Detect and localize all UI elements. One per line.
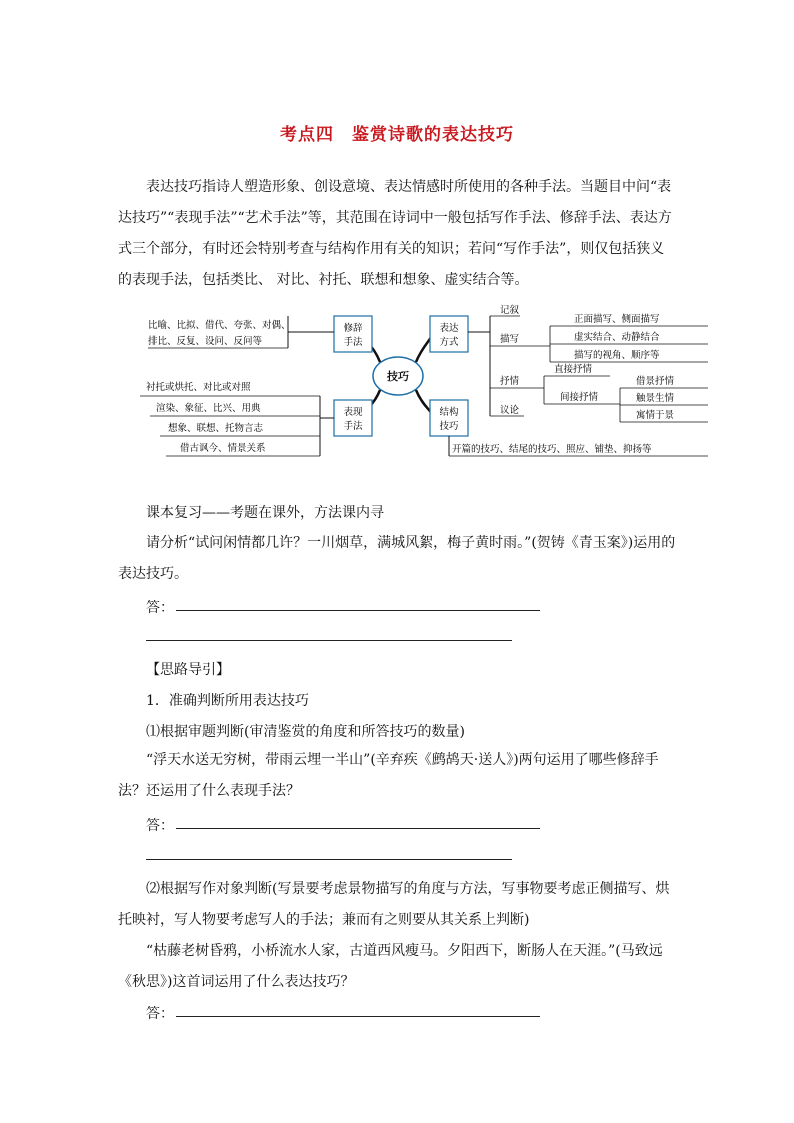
answer-line-2b[interactable] [146,859,512,860]
expression-label-1: 表达 [439,323,459,334]
guide-1-2 [118,874,678,936]
performance-item-1: 衬托或烘托、对比或对照 [146,382,251,393]
answer-line-1b[interactable] [146,640,512,641]
intro-text: 表达技巧指诗人塑造形象、创设意境、表达情感时所使用的各种手法。当题目中问“表达技巧”“表现手法”“艺术手法”等，其范围在诗词中一般包括写作手法、修辞手法、表达方式三个部分，有时还会特别考查与结构作用有关的知识；若问“写作手法”，则仅包括狭义的表现手法，包括类比、 对比、衬托、联想和想象、虚实结合等。 [118,179,672,288]
question-1 [118,528,678,590]
indirect-item-3: 寓情于景 [636,410,675,421]
performance-item-2: 渲染、象征、比兴、用典 [156,403,261,414]
question-3 [118,936,678,998]
question-2-text: “浮天水送无穷树，带雨云埋一半山”(辛弃疾《鹧鸪天·送人》)两句运用了哪些修辞手法？还运用了什么表现手法？ [118,752,659,799]
performance-item-4: 借古讽今、情景关系 [180,443,266,454]
describe-item-3: 描写的视角、顺序等 [574,350,660,361]
indirect-item-1: 借景抒情 [636,376,675,387]
intro-paragraph [118,172,678,296]
guide-1-1: ⑴根据审题判断(审清鉴赏的角度和所答技巧的数量) [146,724,465,740]
rhetoric-item-1: 比喻、比拟、借代、夸张、对偶、 [148,320,291,331]
center-label: 技巧 [387,370,409,383]
techniques-mindmap [140,302,710,462]
rhetoric-label-2: 手法 [343,337,363,348]
expr-describe: 描写 [500,334,520,345]
question-2 [118,745,678,807]
answer-label-3: 答： [146,1006,174,1022]
question-3-text: “枯藤老树昏鸦，小桥流水人家，古道西风瘦马。夕阳西下，断肠人在天涯。”(马致远《秋思》)这首词运用了什么表达技巧？ [118,943,663,990]
answer-line-3a[interactable] [176,1016,540,1017]
answer-label-2: 答： [146,818,174,834]
lyric-indirect: 间接抒情 [560,392,599,403]
answer-label-1: 答： [146,600,174,616]
lyric-direct: 直接抒情 [554,364,593,375]
guide-heading: 【思路导引】 [146,662,230,678]
guide-1: 1．准确判断所用表达技巧 [146,693,309,709]
expr-lyric: 抒情 [500,376,520,387]
expr-argue: 议论 [500,405,520,416]
structure-label-2: 技巧 [439,421,459,432]
rhetoric-label-1: 修辞 [343,323,363,334]
expression-label-2: 方式 [439,337,459,348]
structure-label-1: 结构 [439,407,459,418]
performance-item-3: 想象、联想、托物言志 [168,423,264,434]
structure-items: 开篇的技巧、结尾的技巧、照应、铺垫、抑扬等 [452,444,652,455]
describe-item-2: 虚实结合、动静结合 [574,332,660,343]
expr-narrate: 记叙 [500,305,520,316]
page-title: 考点四 鉴赏诗歌的表达技巧 [280,125,514,145]
question-1-text: 请分析“试问闲情都几许？一川烟草，满城风絮，梅子黄时雨。”(贺铸《青玉案》)运用的表达技巧。 [118,535,676,582]
indirect-item-2: 触景生情 [636,393,675,404]
review-heading: 课本复习——考题在课外，方法课内寻 [146,505,384,521]
rhetoric-item-2: 排比、反复、设问、反问等 [148,336,263,347]
guide-1-2-text: ⑵根据写作对象判断(写景要考虑景物描写的角度与方法，写事物要考虑正侧描写、烘托映衬，写人物要考虑写人的手法；兼而有之则要从其关系上判断) [118,881,670,928]
answer-line-2a[interactable] [176,828,540,829]
performance-label-2: 手法 [343,421,363,432]
performance-label-1: 表现 [343,407,363,418]
answer-line-1a[interactable] [176,610,540,611]
describe-item-1: 正面描写、侧面描写 [574,314,660,325]
